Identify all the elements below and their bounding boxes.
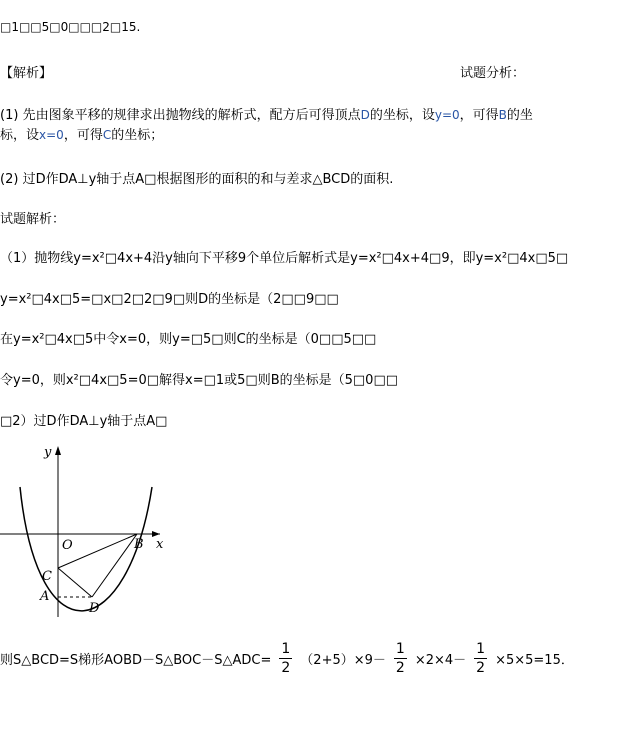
solution-line-4: 令y=0，则x²□4x□5=0□解得x=□1或5□则B的坐标是（5□0□□ bbox=[0, 373, 399, 388]
solution-line-5: □2）过D作DA⊥y轴于点A□ bbox=[0, 414, 168, 429]
point-2-line bbox=[0, 168, 393, 187]
point-1-text-b: 的坐标，设 bbox=[369, 108, 435, 123]
fraction-1-num: 1 bbox=[281, 641, 291, 657]
point-1-number: (1) bbox=[0, 108, 19, 123]
fraction-1-den: 2 bbox=[281, 660, 291, 676]
point-1-line-1 bbox=[0, 104, 533, 123]
final-area-line bbox=[0, 640, 574, 677]
point-1-B: B bbox=[498, 108, 507, 122]
final-mid-2: ×2×4－ bbox=[414, 653, 467, 668]
solution-line-1: （1）抛物线y=x²□4x+4沿y轴向下平移9个单位后解析式是y=x²□4x+4□9，即y=x²□4x□5□ bbox=[0, 251, 569, 266]
fraction-3-num: 1 bbox=[476, 641, 486, 657]
parabola-figure bbox=[0, 442, 180, 622]
fraction-1 bbox=[279, 640, 292, 677]
label-B: B bbox=[134, 537, 144, 552]
solution-line-2: y=x²□4x□5=□x□2□2□9□则D的坐标是（2□□9□□ bbox=[0, 292, 339, 307]
point-1-text-c: ，可得 bbox=[459, 108, 499, 123]
label-D: D bbox=[89, 601, 100, 616]
fraction-2-num: 1 bbox=[395, 641, 405, 657]
point-1-C: C bbox=[102, 128, 112, 142]
point-2-number: (2) bbox=[0, 172, 19, 187]
label-y: y bbox=[44, 445, 52, 460]
solution-header: 试题解析： bbox=[0, 212, 66, 227]
solution-line-3: 在y=x²□4x□5中令x=0，则y=□5□则C的坐标是（0□□5□□ bbox=[0, 332, 377, 347]
top-line: □1□□5□0□□□2□15. bbox=[0, 20, 141, 34]
point-1-line-2-c: 的坐标； bbox=[111, 128, 164, 143]
label-A: A bbox=[40, 589, 50, 604]
label-x: x bbox=[156, 537, 164, 552]
point-1-y0: y=0 bbox=[434, 108, 460, 122]
label-O: O bbox=[62, 538, 73, 553]
final-mid-1: （2+5）×9－ bbox=[300, 653, 386, 668]
point-1-x0: x=0 bbox=[39, 128, 64, 142]
fraction-3 bbox=[474, 640, 487, 677]
point-1-line-2-b: ，可得 bbox=[63, 128, 103, 143]
analysis-right-label: 试题分析： bbox=[460, 66, 526, 81]
analysis-header: 【解析】 bbox=[0, 66, 53, 81]
y-axis-arrow-icon bbox=[55, 446, 61, 455]
final-prefix: 则S△BCD=S梯形AOBD－S△BOC－S△ADC= bbox=[0, 653, 272, 668]
point-1-line-2 bbox=[0, 124, 163, 143]
final-suffix: ×5×5=15． bbox=[495, 653, 574, 668]
point-1-D: D bbox=[360, 108, 370, 122]
fraction-2-den: 2 bbox=[395, 660, 405, 676]
label-C: C bbox=[42, 569, 52, 584]
point-1-text-a: 先由图象平移的规律求出抛物线的解析式，配方后可得顶点 bbox=[22, 108, 361, 123]
fraction-2 bbox=[394, 640, 407, 677]
point-1-text-d: 的坐 bbox=[506, 108, 533, 123]
point-1-line-2-a: 标，设 bbox=[0, 128, 40, 143]
point-2-text: 过D作DA⊥y轴于点A□根据图形的面积的和与差求△BCD的面积. bbox=[22, 172, 394, 187]
fraction-3-den: 2 bbox=[476, 660, 486, 676]
segment-cd bbox=[58, 568, 92, 597]
